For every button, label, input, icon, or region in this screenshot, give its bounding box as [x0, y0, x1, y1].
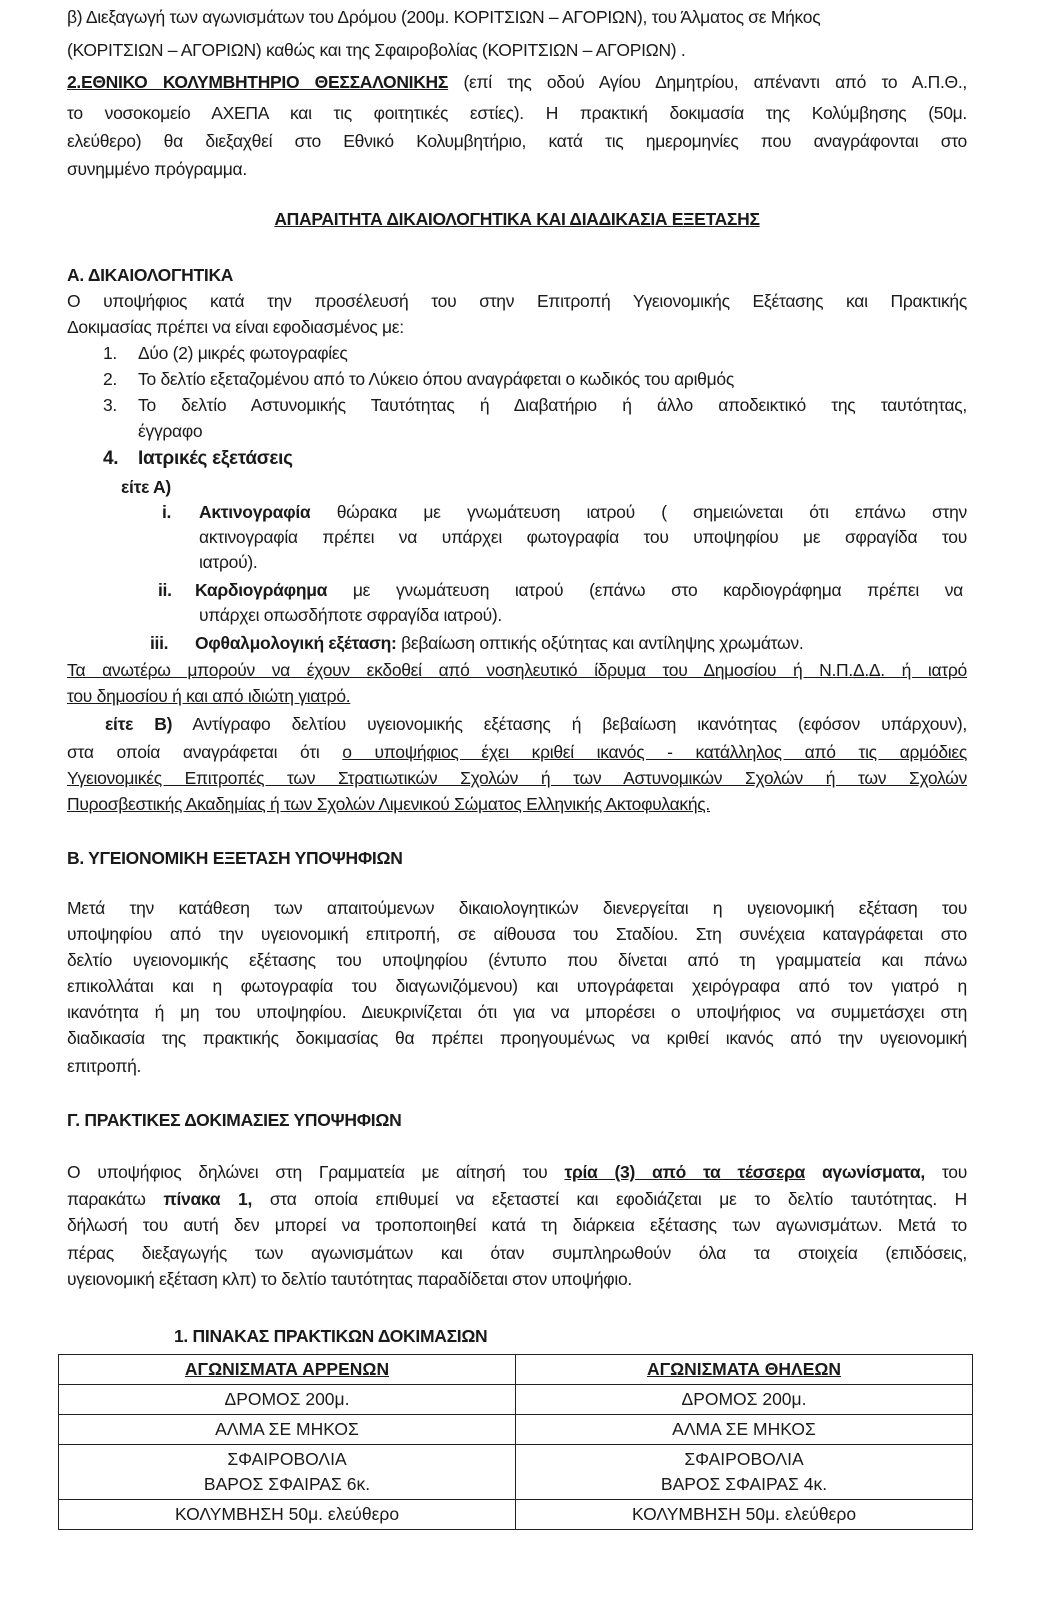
table-cell: ΣΦΑΙΡΟΒΟΛΙΑ ΒΑΡΟΣ ΣΦΑΙΡΑΣ 6κ.: [59, 1445, 516, 1500]
list-item: 3. Το δελτίο Αστυνομικής Ταυτότητας ή Διαβατήριο ή άλλο αποδεικτικό της ταυτότητας,: [103, 395, 967, 415]
pool-paragraph-line: 2.ΕΘΝΙΚΟ ΚΟΛΥΜΒΗΤΗΡΙΟ ΘΕΣΣΑΛΟΝΙΚΗΣ (επί της οδού Αγίου Δημητρίου, απέναντι από το Α.Π.Θ.,: [67, 72, 967, 92]
list-item-medical: 4. Ιατρικές εξετάσεις: [103, 448, 293, 469]
section-b-line: δελτίο υγειονομικής εξέτασης του υποψηφίου (έντυπο που δίνεται από τη γραμματεία και πάνω: [67, 950, 967, 970]
table-row: [59, 1415, 973, 1445]
issued-note: του δημοσίου ή και από ιδιώτη γιατρό.: [67, 686, 351, 706]
either-b-line: στα οποία αναγράφεται ότι ο υποψήφιος έχει κριθεί ικανός - κατάλληλος από τις αρμόδιες: [67, 742, 967, 762]
table-caption: 1. ΠΙΝΑΚΑΣ ΠΡΑΚΤΙΚΩΝ ΔΟΚΙΜΑΣΙΩΝ: [174, 1326, 488, 1346]
header-male-events: ΑΓΩΝΙΣΜΑΤΑ ΑΡΡΕΝΩΝ: [59, 1355, 516, 1385]
section-b-line: Μετά την κατάθεση των απαιτούμενων δικαιολογητικών διενεργείται η υγειονομική εξέταση του: [67, 898, 967, 918]
section-a-intro: Δοκιμασίας πρέπει να είναι εφοδιασμένος με:: [67, 317, 404, 337]
table-cell: ΔΡΟΜΟΣ 200μ.: [516, 1385, 973, 1415]
main-title: ΑΠΑΡΑΙΤΗΤΑ ΔΙΚΑΙΟΛΟΓΗΤΙΚΑ ΚΑΙ ΔΙΑΔΙΚΑΣΙΑ ΕΞΕΤΑΣΗΣ: [274, 209, 760, 229]
section-c-line: παρακάτω πίνακα 1, στα οποία επιθυμεί να εξεταστεί και εφοδιάζεται με το δελτίο ταυτότητας. Η: [67, 1189, 967, 1209]
section-c-line: υγειονομική εξέταση κλπ) το δελτίο ταυτότητας παραδίδεται στον υποψήφιο.: [67, 1269, 632, 1289]
intro-line: β) Διεξαγωγή των αγωνισμάτων του Δρόμου (200μ. ΚΟΡΙΤΣΙΩΝ – ΑΓΟΡΙΩΝ), του Άλματος σε Μήκος: [67, 7, 821, 27]
sub-item: iii. Οφθαλμολογική εξέταση: βεβαίωση οπτικής οξύτητας και αντίληψης χρωμάτων.: [150, 633, 804, 653]
either-b-line: Υγειονομικές Επιτροπές των Στρατιωτικών Σχολών ή των Αστυνομικών Σχολών ή των Σχολών: [67, 768, 967, 788]
section-a-intro: Ο υποψήφιος κατά την προσέλευσή του στην Επιτροπή Υγειονομικής Εξέτασης και Πρακτικής: [67, 291, 967, 311]
table-cell: ΑΛΜΑ ΣΕ ΜΗΚΟΣ: [516, 1415, 973, 1445]
pool-paragraph-line: συνημμένο πρόγραμμα.: [67, 159, 247, 179]
section-a-title: Α. ΔΙΚΑΙΟΛΟΓΗΤΙΚΑ: [67, 265, 234, 285]
sub-item-line: ιατρού).: [199, 552, 258, 572]
section-b-line: επιτροπή.: [67, 1056, 142, 1076]
section-c-title: Γ. ΠΡΑΚΤΙΚΕΣ ΔΟΚΙΜΑΣΙΕΣ ΥΠΟΨΗΦΙΩΝ: [67, 1110, 402, 1130]
table-row: [59, 1385, 973, 1415]
table-cell: ΔΡΟΜΟΣ 200μ.: [59, 1385, 516, 1415]
sub-item: i. Ακτινογραφία θώρακα με γνωμάτευση ιατρού ( σημειώνεται ότι επάνω στην: [162, 502, 967, 522]
practical-tests-table: [58, 1354, 973, 1530]
section-b-line: διαδικασία της πρακτικής δοκιμασίας θα πρέπει προηγουμένως να κριθεί ικανός από την υγειονομική: [67, 1028, 967, 1048]
table-cell: ΣΦΑΙΡΟΒΟΛΙΑ ΒΑΡΟΣ ΣΦΑΙΡΑΣ 4κ.: [516, 1445, 973, 1500]
sub-item: ii. Καρδιογράφημα με γνωμάτευση ιατρού (επάνω στο καρδιογράφημα πρέπει να: [158, 580, 963, 600]
pool-paragraph-line: το νοσοκομείο ΑΧΕΠΑ και τις φοιτητικές εστίες). Η πρακτική δοκιμασία της Κολύμβησης (50μ.: [67, 103, 967, 123]
header-female-events: ΑΓΩΝΙΣΜΑΤΑ ΘΗΛΕΩΝ: [516, 1355, 973, 1385]
table-header-row: [59, 1355, 973, 1385]
table-cell: ΚΟΛΥΜΒΗΣΗ 50μ. ελεύθερο: [516, 1500, 973, 1530]
either-b-line: είτε Β) Αντίγραφο δελτίου υγειονομικής εξέτασης ή βεβαίωση ικανότητας (εφόσον υπάρχουν),: [105, 714, 967, 734]
section-b-line: επικολλάται και η φωτογραφία του διαγωνιζόμενου) και υπογράφεται χειρόγραφα από τον γιατρό η: [67, 976, 967, 996]
section-b-line: ικανότητα ή μη του υποψηφίου. Διευκρινίζεται ότι για να μπορέσει ο υποψήφιος να συμμετάσχει στη: [67, 1002, 967, 1022]
list-item: 1. Δύο (2) μικρές φωτογραφίες: [103, 343, 348, 363]
either-a-label: είτε Α): [121, 477, 171, 497]
table-cell: ΑΛΜΑ ΣΕ ΜΗΚΟΣ: [59, 1415, 516, 1445]
table-row: [59, 1445, 973, 1500]
pool-title: 2.ΕΘΝΙΚΟ ΚΟΛΥΜΒΗΤΗΡΙΟ ΘΕΣΣΑΛΟΝΙΚΗΣ: [67, 72, 449, 92]
pool-paragraph-line: ελεύθερο) θα διεξαχθεί στο Εθνικό Κολυμβητήριο, κατά τις ημερομηνίες που αναγράφονται στο: [67, 131, 967, 151]
table-cell: ΚΟΛΥΜΒΗΣΗ 50μ. ελεύθερο: [59, 1500, 516, 1530]
section-c-line: Ο υποψήφιος δηλώνει στη Γραμματεία με αίτησή του τρία (3) από τα τέσσερα αγωνίσματα, του: [67, 1162, 967, 1182]
section-b-title: Β. ΥΓΕΙΟΝΟΜΙΚΗ ΕΞΕΤΑΣΗ ΥΠΟΨΗΦΙΩΝ: [67, 848, 403, 868]
section-c-line: δήλωσή του αυτή δεν μπορεί να τροποποιηθεί κατά τη διάρκεια εξέτασης των αγωνισμάτων. Μετά το: [67, 1215, 967, 1235]
section-b-line: υποψηφίου από την υγειονομική επιτροπή, σε αίθουσα του Σταδίου. Στη συνέχεια καταγράφεται στο: [67, 924, 967, 944]
either-b-line: Πυροσβεστικής Ακαδημίας ή των Σχολών Λιμενικού Σώματος Ελληνικής Ακτοφυλακής.: [67, 794, 710, 814]
sub-item-line: υπάρχει οπωσδήποτε σφραγίδα ιατρού).: [199, 605, 502, 625]
sub-item-line: ακτινογραφία πρέπει να υπάρχει φωτογραφία του υποψηφίου με σφραγίδα του: [199, 527, 967, 547]
table-row: [59, 1500, 973, 1530]
list-item-continued: έγγραφο: [138, 421, 203, 441]
section-c-line: πέρας διεξαγωγής των αγωνισμάτων και όταν συμπληρωθούν όλα τα στοιχεία (επιδόσεις,: [67, 1243, 967, 1263]
list-item: 2. Το δελτίο εξεταζομένου από το Λύκειο όπου αναγράφεται ο κωδικός του αριθμός: [103, 369, 734, 389]
issued-note: Τα ανωτέρω μπορούν να έχουν εκδοθεί από νοσηλευτικό ίδρυμα του Δημοσίου ή Ν.Π.Δ.Δ. ή ιατρό: [67, 660, 967, 680]
intro-line: (ΚΟΡΙΤΣΙΩΝ – ΑΓΟΡΙΩΝ) καθώς και της Σφαιροβολίας (ΚΟΡΙΤΣΙΩΝ – ΑΓΟΡΙΩΝ) .: [67, 40, 686, 60]
